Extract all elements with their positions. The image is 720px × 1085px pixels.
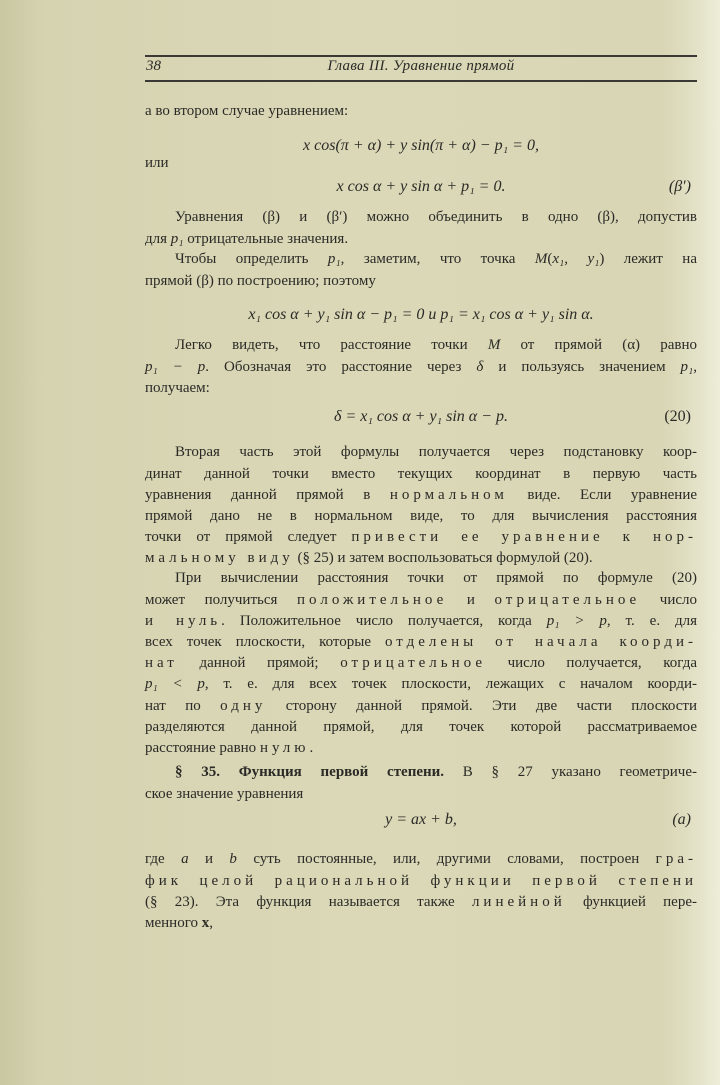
text-line <box>145 271 697 292</box>
text-run: или <box>145 155 169 172</box>
spaced-emphasis: фик целой рациональной функции первой степени <box>145 872 697 889</box>
text-line <box>145 548 697 569</box>
formula-text: y = ax + b, (a) <box>145 808 697 832</box>
text-run: . Положительное число получается, когда <box>221 612 547 629</box>
text-line <box>145 871 697 892</box>
text-run: (§ 25) и затем воспользоваться формулой (20). <box>293 550 593 567</box>
text-line <box>145 378 697 399</box>
paragraph <box>145 568 697 759</box>
formula-text: x cos α + y sin α + p₁ = 0. (β′) <box>145 175 697 199</box>
text-run: суть постоянные, или, другими словами, построен <box>236 851 656 868</box>
spaced-emphasis: линейной <box>471 893 566 910</box>
text-run: уравнения данной прямой в <box>145 486 390 503</box>
formula-text: x₁ cos α + y₁ sin α − p₁ = 0 и p₁ = x₁ cos α + y₁ sin α. <box>248 306 594 323</box>
text-run: данной прямой; <box>177 655 341 672</box>
math-symbol: y₁ <box>587 251 600 268</box>
text-run: Вторая часть этой формулы получается через подстановку коор- <box>175 444 697 461</box>
math-symbol: x₁ <box>552 251 565 268</box>
text-run: динат данной точки вместо текущих координат в первую часть <box>145 465 697 482</box>
text-run: разделяются данной прямой, для точек которой рассматриваемое <box>145 718 697 735</box>
paragraph <box>145 335 697 399</box>
text-run: и <box>447 591 495 608</box>
text-run: и <box>188 851 230 868</box>
text-run: функцией пере- <box>565 893 697 910</box>
text-line <box>145 207 697 228</box>
text-run: точки от прямой следует <box>145 529 352 546</box>
text-run: Уравнения (β) и (β′) можно объединить в одно (β), допустив <box>175 209 697 226</box>
text-run: ское значение уравнения <box>145 785 304 802</box>
formula <box>145 808 697 832</box>
text-run: виде. Если уравнение <box>507 486 697 503</box>
text-run: нат по <box>145 697 221 714</box>
text-line <box>145 892 697 913</box>
math-symbol: p₁ > p <box>546 612 607 629</box>
math-symbol: M <box>487 337 501 354</box>
equation-number: (20) <box>664 408 691 425</box>
math-symbol: δ <box>476 358 484 375</box>
text-line <box>145 717 697 738</box>
formula-text: x cos(π + α) + y sin(π + α) − p₁ = 0, <box>303 137 539 154</box>
text-run: от прямой (α) равно <box>500 337 698 354</box>
spaced-emphasis: нормальном <box>389 486 508 503</box>
text-line <box>145 762 697 783</box>
bold-text: § 35. Функция первой степени. <box>175 764 445 781</box>
text-run: и пользуясь значением <box>483 358 681 375</box>
text-run: , <box>693 358 698 375</box>
formula <box>145 303 697 327</box>
text-run: При вычислении расстояния точки от прямой по формуле (20) <box>175 570 697 587</box>
text-line <box>145 229 697 250</box>
math-symbol: a <box>181 851 189 868</box>
text-line <box>145 442 697 463</box>
equation-number: (β′) <box>668 178 691 195</box>
text-run: , <box>564 251 588 268</box>
header-bottom-rule <box>145 80 697 82</box>
text-run: , т. е. для всех точек плоскости, лежащих с началом коорди- <box>204 676 697 693</box>
spaced-emphasis: нат <box>145 655 178 672</box>
text-line <box>145 913 697 934</box>
math-symbol: p₁ <box>680 358 694 375</box>
text-run: а во втором случае уравнением: <box>145 103 349 120</box>
text-run: получаем: <box>145 379 210 396</box>
text-run: где <box>145 851 182 868</box>
text-run: всех точек плоскости, которые <box>145 633 385 650</box>
spaced-emphasis: гра- <box>655 851 697 868</box>
text-line <box>145 101 697 122</box>
text-run: Чтобы определить <box>175 251 328 268</box>
paragraph <box>145 153 697 174</box>
equation-number: (a) <box>672 811 691 828</box>
text-run: . Обозначая это расстояние через <box>205 358 477 375</box>
math-symbol: p₁ − p <box>145 358 206 375</box>
text-line <box>145 527 697 548</box>
text-run: прямой (β) по построению; поэтому <box>145 272 376 289</box>
text-line <box>145 357 697 378</box>
text-line <box>145 485 697 506</box>
text-line <box>145 568 697 589</box>
paragraph <box>145 101 697 122</box>
paragraph <box>145 249 697 291</box>
text-run: Легко видеть, что расстояние точки <box>175 337 488 354</box>
header-top-rule <box>145 55 697 57</box>
text-run: может получиться <box>145 591 297 608</box>
math-symbol: M <box>534 251 548 268</box>
text-line <box>145 738 697 759</box>
text-run: , <box>209 914 213 931</box>
page-number: 38 <box>146 58 161 74</box>
text-line <box>145 696 697 717</box>
math-symbol: b <box>229 851 237 868</box>
text-line <box>145 611 697 632</box>
paragraph <box>145 849 697 934</box>
paragraph <box>145 207 697 249</box>
bold-text: x <box>201 914 210 931</box>
text-line <box>145 590 697 611</box>
formula <box>145 175 697 199</box>
text-line <box>145 464 697 485</box>
text-run: (§ 23). Эта функция называется также <box>145 893 472 910</box>
formula-text: δ = x₁ cos α + y₁ sin α − p. (20) <box>145 405 697 429</box>
text-run: число <box>640 591 698 608</box>
text-run: менного <box>145 914 202 931</box>
math-symbol: p₁ < p <box>145 676 205 693</box>
text-line <box>145 335 697 356</box>
text-run: отрицательные значения. <box>183 230 349 247</box>
spaced-emphasis: одну <box>220 697 267 714</box>
paragraph <box>145 762 697 804</box>
spaced-emphasis: положительное <box>297 591 448 608</box>
text-line <box>145 849 697 870</box>
text-run: для <box>145 230 171 247</box>
text-run: число получается, когда <box>485 655 697 672</box>
spaced-emphasis: отрицательное <box>494 591 641 608</box>
math-symbol: p₁ <box>327 251 341 268</box>
text-line <box>145 674 697 695</box>
spaced-emphasis: и нуль <box>145 612 222 629</box>
formula <box>145 405 697 429</box>
text-run: , т. е. для <box>606 612 697 629</box>
math-symbol: p₁ <box>170 230 184 247</box>
text-run: В § 27 указано геометриче- <box>444 764 697 781</box>
spaced-emphasis: отделены от начала коорди- <box>384 633 697 650</box>
text-run: прямой дано не в нормальном виде, то для вычисления расстояния <box>145 507 697 524</box>
running-title: Глава III. Уравнение прямой <box>327 58 515 74</box>
text-run: расстояние равно <box>145 739 260 756</box>
text-run: ) лежит на <box>599 251 697 268</box>
spaced-emphasis: привести ее уравнение к нор- <box>351 529 697 546</box>
text-line <box>145 653 697 674</box>
spaced-emphasis: мальному виду <box>145 550 294 567</box>
text-line <box>145 784 697 805</box>
spaced-emphasis: отрицательное <box>340 655 486 672</box>
text-line <box>145 632 697 653</box>
text-line <box>145 249 697 270</box>
text-run: , заметим, что точка <box>340 251 535 268</box>
paragraph <box>145 442 697 569</box>
text-line <box>145 506 697 527</box>
text-run: ( <box>547 251 553 268</box>
spaced-emphasis: нулю <box>259 739 310 756</box>
text-run: . <box>309 739 314 756</box>
text-run: сторону данной прямой. Эти две части плоскости <box>266 697 697 714</box>
text-line <box>145 153 697 174</box>
